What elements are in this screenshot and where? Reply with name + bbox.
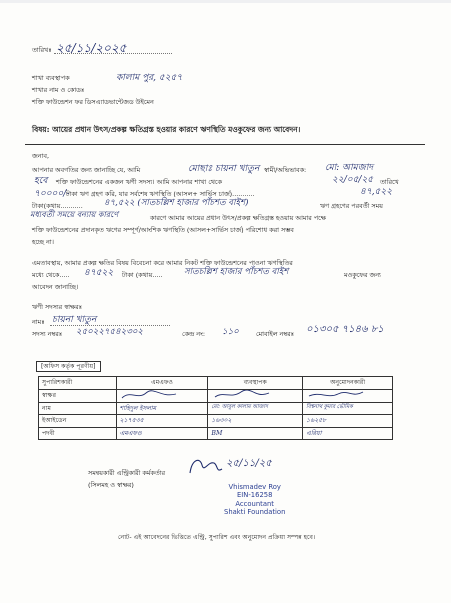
office-cell-label: নাম [39,402,117,415]
mobile-value: ০১৩০৫ ৭১৪৬ ৮১ [306,324,384,335]
date-line [54,53,172,54]
branch-value: কালাম পুর, ৫২৫৭ [116,73,183,83]
signature-mark [211,390,271,400]
office-cell: ২১৭৫৩৫ [116,415,208,428]
office-cell: BM [208,427,303,440]
loan-date-handwritten: ২২/০৫/২৫ [332,175,374,185]
branch-manager: শাখা ব্যবস্থাপক [32,74,70,82]
signature-heading: ঋণী সদস্যর স্বাক্ষরঃ [32,303,83,311]
office-cell [116,389,208,402]
request-line-2b: টাকা (কথায়..... [122,271,163,279]
request-line-3: আবেদন জানাচ্ছি। [32,283,79,291]
balance-handwritten: ৪৭,৫২২ [360,187,393,197]
office-cell: এমএফও [116,377,208,390]
body-line-2b: তারিখে [380,178,399,186]
subject-divider [25,144,425,145]
body-line-1b: স্বামী/অভিভাবক: [264,166,307,174]
signature-mark [120,390,180,400]
branch-label: শাখার নাম ও কোডঃ [32,86,85,94]
official-stamp [224,483,285,517]
approver-label-2: (সিলমহ ও স্বাক্ষর) [88,481,134,489]
balance-words-handwritten: ৪৭,৫২২ (সাতচল্লিশ হাজার পাঁচশত বাইশ) [104,198,249,208]
office-row-signature [39,389,393,402]
office-cell: ১৬৩০২ [208,415,303,428]
office-cell: মো: আবুল কালাম আজাদ [208,402,303,415]
member-number-label: সদস্য নম্বরঃ [32,330,63,338]
approver-signature [186,455,226,479]
office-cell: বিশ্বনাথ কুমার ভৌমিক [303,402,393,415]
subject-line: বিষয়: আয়ের প্রধান উৎস/প্রকল্প ক্ষতিগ্রস্ত হওয়ার কারণে ঋণস্থিতি মওকুফের জন্য আবেদন। [32,125,301,134]
office-row-ein [39,415,393,428]
office-row-designation [39,427,393,440]
approver-label-1: সমন্বয়কারী এন্ট্রিকারী কর্মকর্তার [88,469,166,477]
center-number-value: ১১০ [222,327,239,337]
office-cell: ব্যবস্থাপক [208,377,303,390]
center-number-label: কেন্দ্র নং: [182,330,205,338]
date-label: তারিখঃ [32,46,52,54]
request-line-1: এমতাবস্থায়, আমার প্রকল্প ক্ষতির বিষয় বিবেচনা করে আমার নিকট শক্তি ফাউন্ডেশনের পাওনা ঋণস্থিতির [32,259,293,267]
scan-edge [0,0,451,3]
waiver-amount-handwritten: ৪৭৫২২ [84,268,114,278]
office-cell [303,389,393,402]
office-cell: এমএফও [116,427,208,440]
office-cell: অনুমোদনকারী [303,377,393,390]
request-line-2a: মধ্যে থেকে..... [32,271,70,279]
member-number-value: ২৫০২২৭৫৪২৩০২ [76,327,144,337]
member-name-label: নামঃ [32,318,45,326]
body-line-3a: টাকা ঋণ গ্রহণ করি, যার সর্বশেষ ঋণস্থিতি (আসল+ সার্ভিস চার্জ)........... [66,190,255,198]
office-cell: এরিয়া [303,427,393,440]
office-cell-label: ইআইডেন [39,415,117,428]
body-line-4b: ঋণ গ্রহণের পরবর্তী সময় [320,202,383,210]
office-cell-label: স্বাক্ষর [39,389,117,402]
office-cell-label: পদবী [39,427,117,440]
office-section-heading: [অফিস কর্তৃক পূরণীয়] [36,361,101,372]
waiver-words-handwritten: সাতচল্লিশ হাজার পাঁচশত বাইশ [184,267,289,277]
date-value: ২৫/১১/২০২৫ [56,41,127,55]
body-line-7: হচ্ছে না। [32,238,54,246]
member-name-handwritten: মোছাঃ চায়না খাতুন [188,164,260,174]
footer-note: নোট- এই আবেদনের ভিত্তিতে এন্ট্রি, সুপারিশ এবং অনুমোদন প্রক্রিয়া সম্পন্ন হবে। [118,534,316,541]
office-row-name [39,402,393,415]
body-line-6: শক্তি ফাউন্ডেশনের প্রদানকৃত ঋণের সম্পূর্ণ/আংশিক ঋণস্থিতি (আসল+সার্ভিস চার্জ) পরিশোধ করা সম্ভব [32,226,294,234]
body-line-5a: কারণে আমার আয়ের প্রধান উৎস/প্রকল্প ক্ষতিগ্রস্ত হওয়ায় আমার পক্ষে [150,214,326,222]
mobile-label: মোবাইল নম্বরঃ [256,330,295,338]
reason-handwritten: মধ্যবর্তী সময়ে বন্যায় কারণে [30,210,119,219]
office-table [38,376,393,440]
office-cell-label: সুপারিশকারী [39,377,117,390]
body-line-2a: শক্তি ফাউন্ডেশনের একজন ঋণী সদস্য। আমি আপনার শাখা থেকে [56,178,222,186]
body-line-4a: টাকা(কথায়........... [32,202,83,210]
office-cell [208,389,303,402]
stamp-ein: EIN-16258 [236,491,273,500]
stamp-name: Vhismadev Roy [228,483,281,491]
loan-amount-handwritten: ৭০০০০/- [34,189,70,199]
request-line-2c: মওকুফের জন্য [344,271,381,279]
guardian-handwritten: মো: আমজাদ [325,163,374,173]
stamp-designation: Accountant [235,499,274,508]
signature-mark [306,390,366,400]
office-row-recommender [39,377,393,390]
approver-sign-date: ২৫/১১/২৫ [226,458,272,469]
guardian-handwritten-2: হবে [34,176,48,186]
office-cell: শাহিদুল ইসলাম [116,402,208,415]
foundation-name: শক্তি ফাউন্ডেশন ফর ডিসএ্যাডভান্টেজড উইমেন [32,98,154,106]
stamp-organization: Shakti Foundation [224,508,286,517]
body-line-1a: আপনার অবগতির জন্য জানাচ্ছি যে, আমি [32,166,141,174]
member-name-value: চায়না খাতুন [52,315,97,325]
office-cell: ১৬২৫৮ [303,415,393,428]
salutation: জনাব, [32,152,49,160]
